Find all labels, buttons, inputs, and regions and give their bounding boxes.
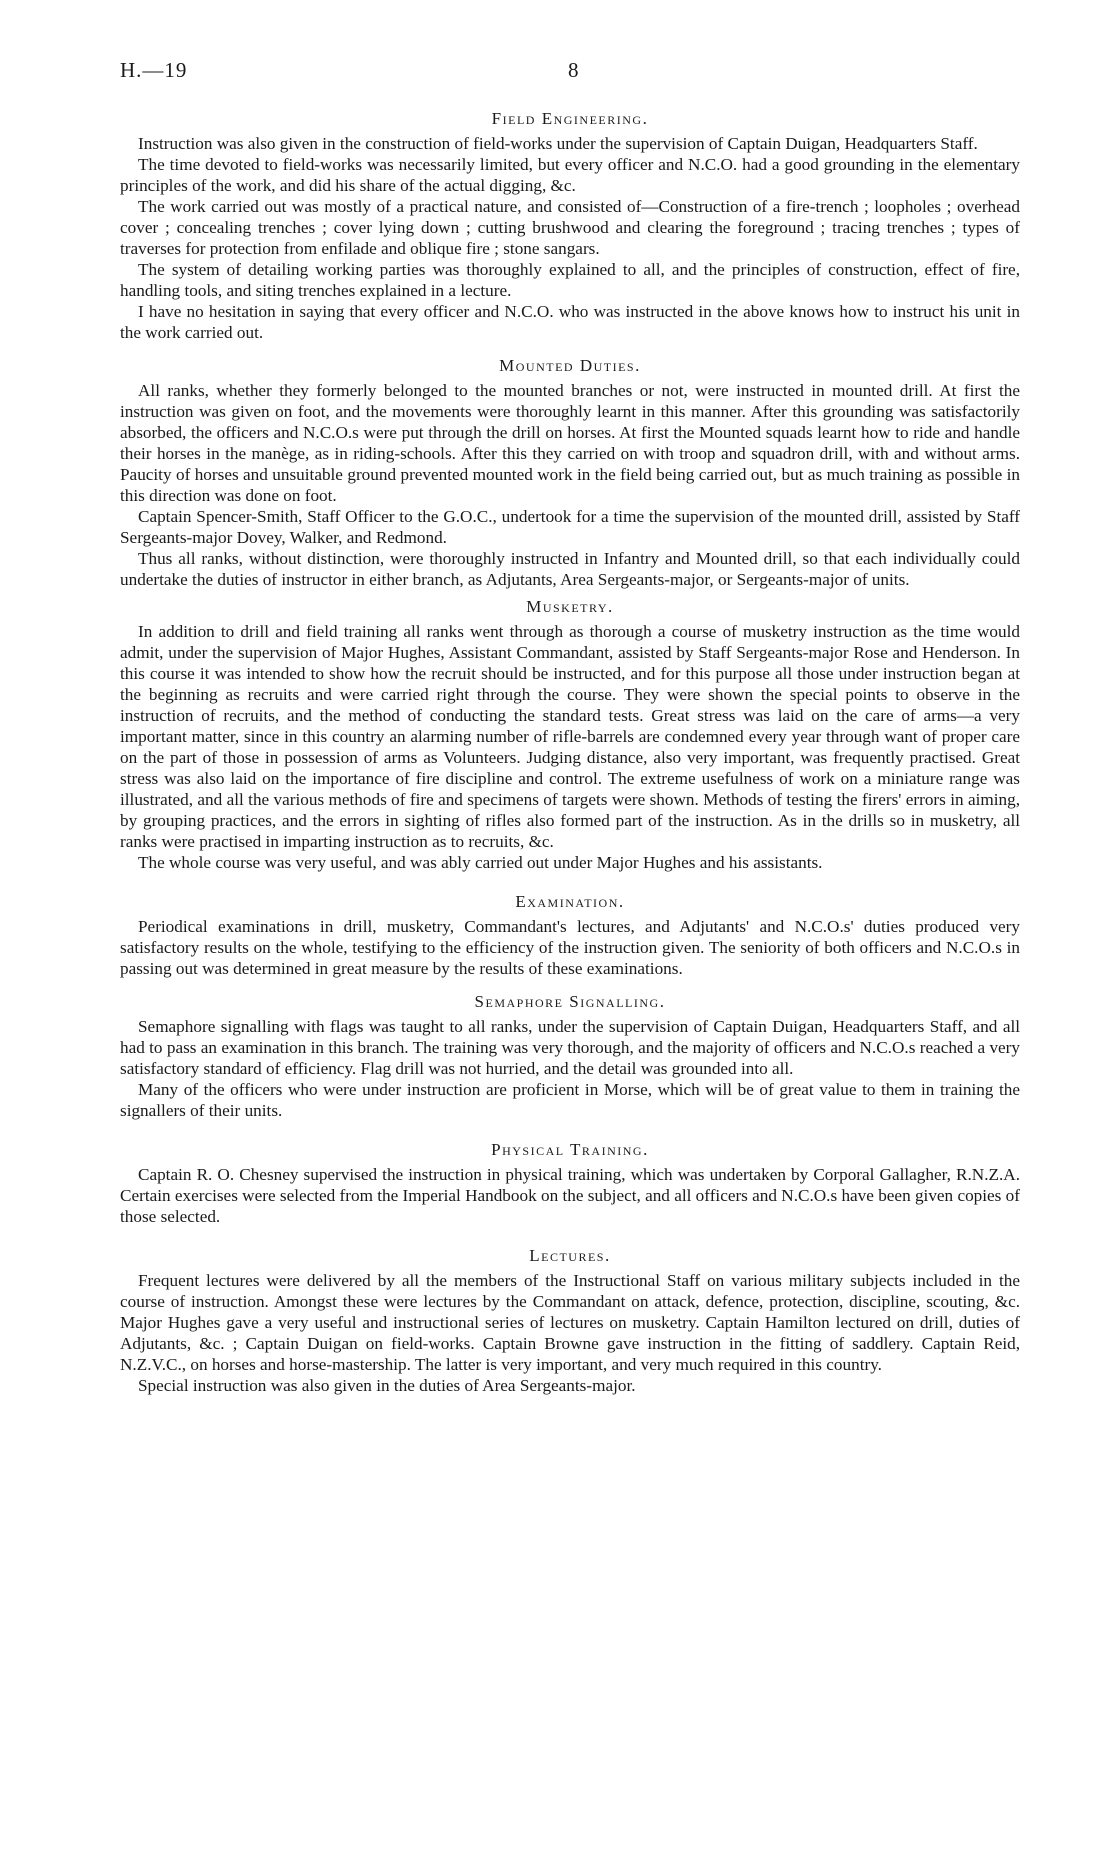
paragraph: The work carried out was mostly of a practical nature, and consisted of—Construction of a fire-trench ; loopholes ; overhead cover ; concealing trenches ; cover lying down ; cutting brushwood and clearing the foreground ; tracing trenches ; types of traverses for protection from enfilade and oblique fire ; stone sangars.: [120, 197, 1020, 258]
section-heading: Semaphore Signalling.: [474, 992, 666, 1011]
paragraph: The whole course was very useful, and was ably carried out under Major Hughes and his assistants.: [138, 853, 823, 872]
page-header: [120, 50, 1020, 90]
paragraph: Periodical examinations in drill, musketry, Commandant's lectures, and Adjutants' and N.C.O.s' duties produced very satisfactory results on the whole, testifying to the efficiency of the instruction given. The seniority of both officers and N.C.O.s in passing out was determined in great measure by the results of these examinations.: [120, 917, 1020, 978]
section-musketry: [120, 596, 1020, 873]
paragraph: Instruction was also given in the construction of field-works under the supervision of Captain Duigan, Headquarters Staff.: [138, 134, 978, 153]
paragraph: In addition to drill and field training all ranks went through as thorough a course of musketry instruction as the time would admit, under the supervision of Major Hughes, Assistant Commandant, assisted by Staff Sergeants-major Rose and Henderson. In this course it was intended to show how the recruit should be instructed, and for this purpose all those under instruction began at the beginning as recruits and were carried right through the course. They were shown the special points to observe in the instruction of recruits, and the method of conducting the standard tests. Great stress was laid on the care of arms—a very important matter, since in this country an alarming number of rifle-barrels are condemned every year through want of proper care on the part of those in possession of arms as Volunteers. Judging distance, also very important, was frequently practised. Great stress was also laid on the importance of fire discipline and control. The extreme usefulness of work on a miniature range was illustrated, and all the various methods of fire and specimens of targets were shown. Methods of testing the firers' errors in aiming, by grouping practices, and the errors in sighting of rifles also formed part of the instruction. As in the drills so in musketry, all ranks were practised in imparting instruction as to recruits, &c.: [120, 622, 1020, 851]
section-heading: Lectures.: [529, 1246, 611, 1265]
section-examination: [120, 891, 1020, 979]
section-lectures: [120, 1245, 1020, 1396]
paragraph: All ranks, whether they formerly belonged to the mounted branches or not, were instructed in mounted drill. At first the instruction was given on foot, and the movements were thoroughly learnt in this manner. After this grounding was satisfactorily absorbed, the officers and N.C.O.s were put through the drill on horses. At first the Mounted squads learnt how to ride and handle their horses in the manège, as in riding-schools. After this they carried on with troop and squadron drill, with and without arms. Paucity of horses and unsuitable ground prevented mounted work in the field being carried out, but as much training as possible in this direction was done on foot.: [120, 381, 1020, 505]
section-heading: Musketry.: [526, 597, 614, 616]
section-physical-training: [120, 1139, 1020, 1227]
paragraph: The time devoted to field-works was necessarily limited, but every officer and N.C.O. had a good grounding in the elementary principles of the work, and did his share of the actual digging, &c.: [120, 155, 1020, 195]
paragraph: Frequent lectures were delivered by all the members of the Instructional Staff on various military subjects included in the course of instruction. Amongst these were lectures by the Commandant on attack, defence, protection, discipline, scouting, &c. Major Hughes gave a very useful and instructional series of lectures on musketry. Captain Hamilton lectured on drill, duties of Adjutants, &c. ; Captain Duigan on field-works. Captain Browne gave instruction in the fitting of saddlery. Captain Reid, N.Z.V.C., on horses and horse-mastership. The latter is very important, and very much required in this country.: [120, 1271, 1020, 1374]
section-heading: Physical Training.: [491, 1140, 649, 1159]
section-semaphore-signalling: [120, 991, 1020, 1121]
section-mounted-duties: [120, 355, 1020, 590]
paragraph: Captain Spencer-Smith, Staff Officer to the G.O.C., undertook for a time the supervision of the mounted drill, assisted by Staff Sergeants-major Dovey, Walker, and Redmond.: [120, 507, 1020, 547]
paragraph: Thus all ranks, without distinction, were thoroughly instructed in Infantry and Mounted drill, so that each individually could undertake the duties of instructor in either branch, as Adjutants, Area Sergeants-major, or Sergeants-major of units.: [120, 549, 1020, 589]
paragraph: Special instruction was also given in the duties of Area Sergeants-major.: [138, 1376, 636, 1395]
paragraph: The system of detailing working parties was thoroughly explained to all, and the principles of construction, effect of fire, handling tools, and siting trenches explained in a lecture.: [120, 260, 1020, 300]
document-reference: H.—19: [120, 58, 188, 82]
section-heading: Examination.: [515, 892, 625, 911]
paragraph: Many of the officers who were under instruction are proficient in Morse, which will be of great value to them in training the signallers of their units.: [120, 1080, 1020, 1120]
section-field-engineering: [120, 108, 1020, 343]
paragraph: Captain R. O. Chesney supervised the instruction in physical training, which was undertaken by Corporal Gallagher, R.N.Z.A. Certain exercises were selected from the Imperial Handbook on the subject, and all officers and N.C.O.s have been given copies of those selected.: [120, 1165, 1020, 1226]
section-heading: Mounted Duties.: [499, 356, 641, 375]
paragraph: Semaphore signalling with flags was taught to all ranks, under the supervision of Captain Duigan, Headquarters Staff, and all had to pass an examination in this branch. The training was very thorough, and the majority of officers and N.C.O.s reached a very satisfactory standard of efficiency. Flag drill was not hurried, and the detail was grounded into all.: [120, 1017, 1020, 1078]
paragraph: I have no hesitation in saying that every officer and N.C.O. who was instructed in the above knows how to instruct his unit in the work carried out.: [120, 302, 1020, 342]
document-page: [120, 50, 1020, 1396]
page-number: 8: [568, 58, 580, 82]
section-heading: Field Engineering.: [491, 109, 649, 128]
